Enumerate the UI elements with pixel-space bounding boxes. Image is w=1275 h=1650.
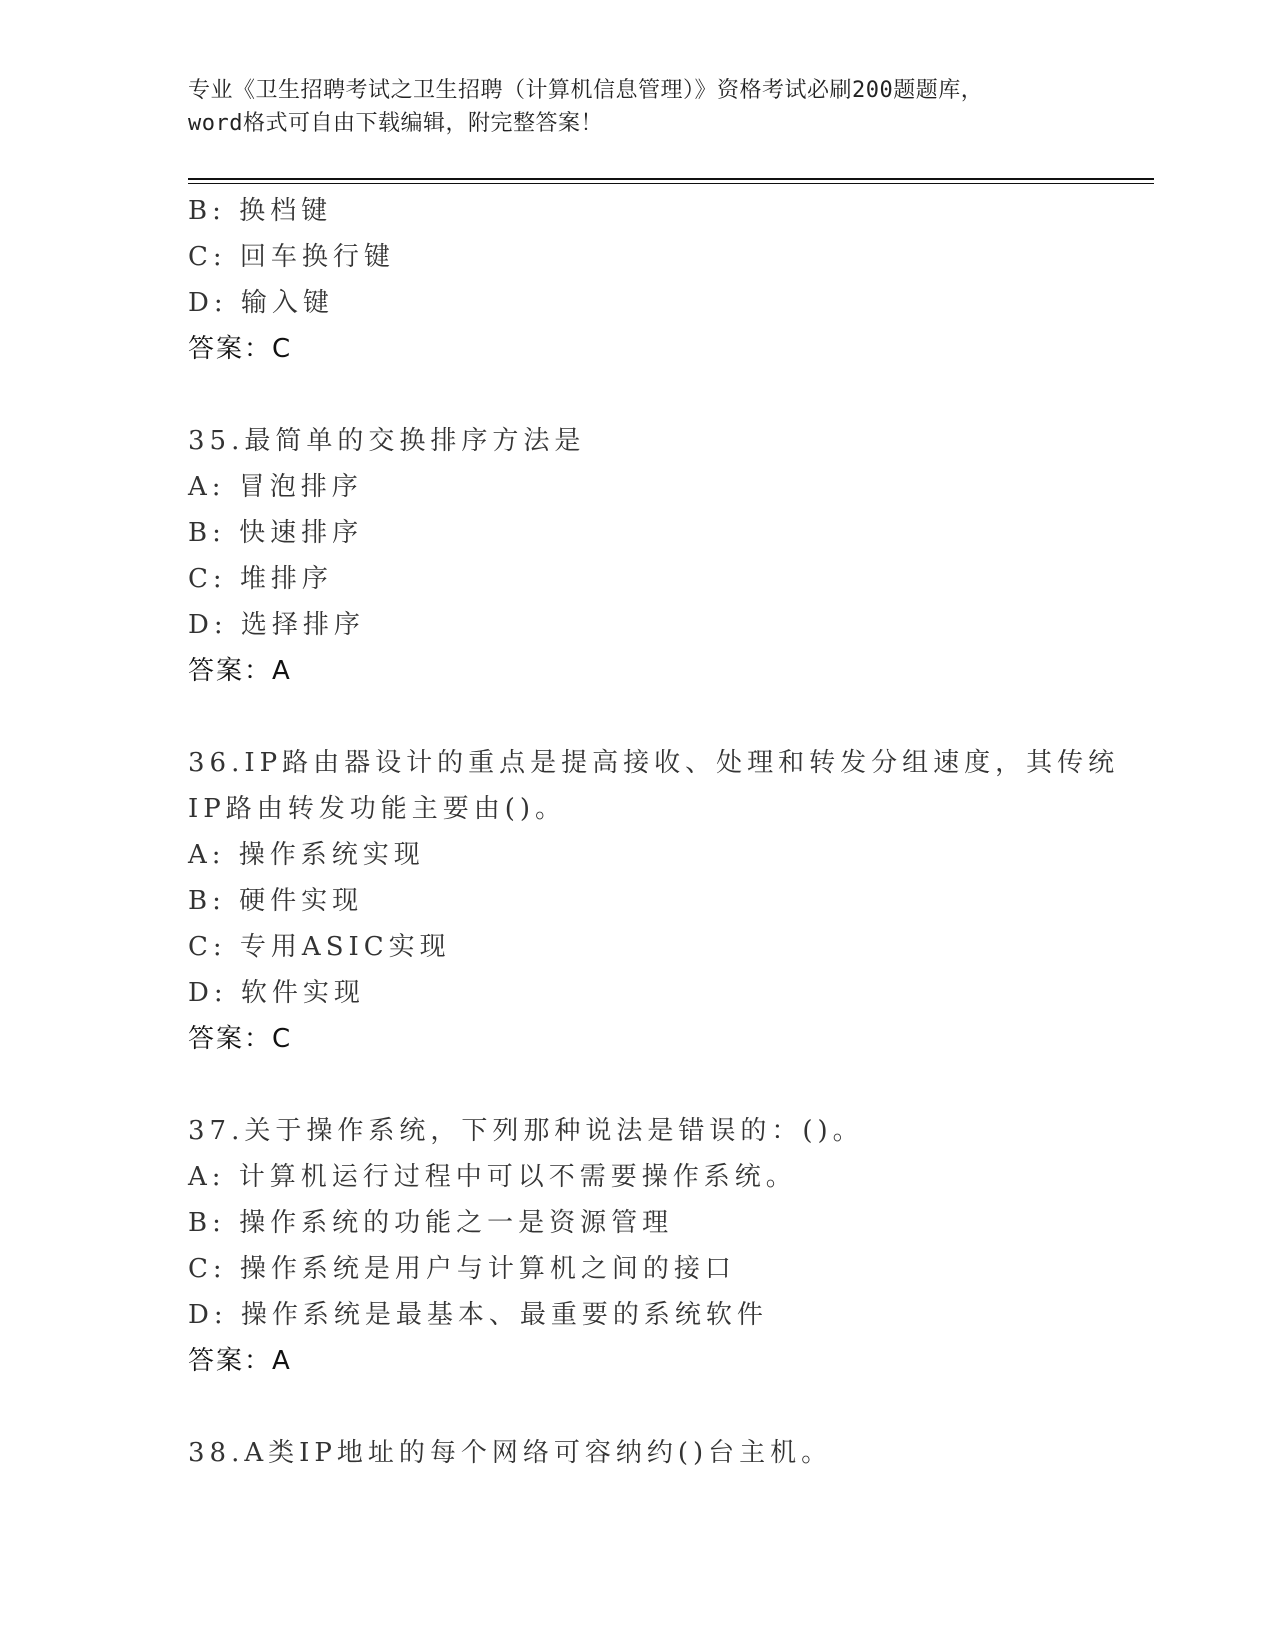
question-text: 37.关于操作系统，下列那种说法是错误的：()。: [188, 1116, 864, 1146]
header-title-line-1: 专业《卫生招聘考试之卫生招聘（计算机信息管理）》资格考试必刷200题题库，: [188, 78, 984, 103]
page-header: [188, 74, 1088, 140]
question-text-line-2: IP路由转发功能主要由()。: [188, 794, 567, 824]
option-d: D: 操作系统是最基本、最重要的系统软件: [188, 1300, 768, 1330]
question-37: [188, 1108, 1148, 1384]
question-text-line-1: 36.IP路由器设计的重点是提高接收、处理和转发分组速度，其传统: [188, 748, 1120, 778]
question-text: 38.A类IP地址的每个网络可容纳约()台主机。: [188, 1438, 833, 1468]
option-b: B: 快速排序: [188, 518, 364, 548]
spacer: [188, 372, 1148, 418]
answer: 答案：A: [188, 1346, 292, 1376]
option-a: A: 计算机运行过程中可以不需要操作系统。: [188, 1162, 797, 1192]
option-c: C: 堆排序: [188, 564, 333, 594]
option-d: D: 软件实现: [188, 978, 365, 1008]
answer: 答案：C: [188, 1024, 293, 1054]
option-b: B: 操作系统的功能之一是资源管理: [188, 1208, 674, 1238]
option-c: C: 操作系统是用户与计算机之间的接口: [188, 1254, 736, 1284]
option-b: B: 硬件实现: [188, 886, 364, 916]
question-38: [188, 1430, 1148, 1476]
spacer: [188, 1384, 1148, 1430]
option-d: D: 输入键: [188, 288, 334, 318]
spacer: [188, 1062, 1148, 1108]
question-34: [188, 188, 1148, 372]
option-c: C: 回车换行键: [188, 242, 395, 272]
option-a: A: 冒泡排序: [188, 472, 363, 502]
answer: 答案：A: [188, 656, 292, 686]
option-d: D: 选择排序: [188, 610, 365, 640]
question-35: [188, 418, 1148, 694]
spacer: [188, 694, 1148, 740]
header-divider-thin: [188, 183, 1154, 184]
answer: 答案：C: [188, 334, 293, 364]
question-36: [188, 740, 1148, 1062]
option-a: A: 操作系统实现: [188, 840, 425, 870]
header-divider-thick: [188, 178, 1154, 180]
question-list: [188, 188, 1148, 1476]
option-b: B: 换档键: [188, 196, 333, 226]
option-c: C: 专用ASIC实现: [188, 932, 451, 962]
header-title-line-2: word格式可自由下载编辑，附完整答案！: [188, 111, 603, 136]
question-text: 35.最简单的交换排序方法是: [188, 426, 586, 456]
